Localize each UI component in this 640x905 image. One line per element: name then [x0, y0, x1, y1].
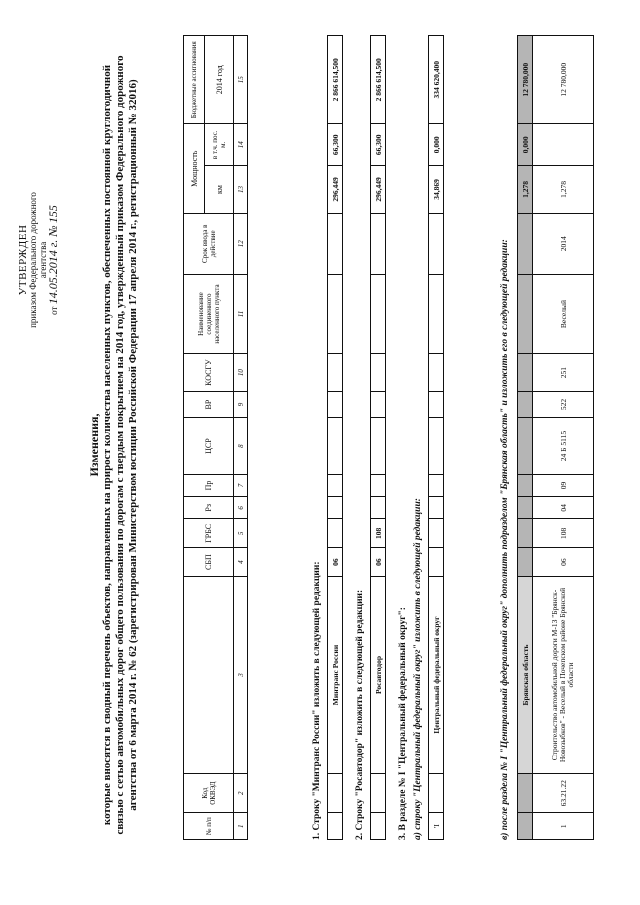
row-settlement: Веселый [533, 274, 594, 354]
row-sbp: 06 [533, 548, 594, 577]
row-sbp: 06 [371, 548, 386, 577]
row-incl: 66,300 [328, 124, 343, 166]
table-row [328, 36, 343, 840]
header-table [183, 35, 248, 840]
col-n: № п/п [184, 813, 234, 840]
row-csr: 24 Б 5115 [533, 418, 594, 474]
row-km: 296,449 [328, 166, 343, 214]
colnum: 7 [234, 474, 248, 496]
col-grbs: ГРБС [184, 519, 234, 548]
colnum: 2 [234, 774, 248, 813]
colnum: 5 [234, 519, 248, 548]
col-vr: ВР [184, 391, 234, 418]
col-csr: ЦСР [184, 418, 234, 474]
approval-date-prefix: от [49, 306, 59, 315]
row-km: 34,869 [429, 166, 444, 214]
col-kosgu: КОСГУ [184, 354, 234, 391]
approval-title: УТВЕРЖДЕН [17, 224, 29, 296]
colnum: 3 [234, 577, 248, 774]
table-row [518, 36, 533, 840]
section-1-label: 1. Строку "Минтранс России" изложить в следующей редакции: [312, 561, 322, 840]
column-numbers-row [234, 36, 248, 840]
heading-title: Изменения, [87, 413, 101, 477]
colnum: 1 [234, 813, 248, 840]
approval-line1: приказом Федерального дорожного [28, 192, 38, 328]
colnum: 10 [234, 354, 248, 391]
approval-stamp [18, 175, 59, 345]
col-budget: Бюджетные ассигнования [184, 36, 205, 125]
bryansk-table [517, 35, 594, 840]
col-capacity: Мощность [184, 124, 205, 213]
mintrans-table [327, 35, 343, 840]
cfo-table [428, 35, 444, 840]
row-n: 'I [429, 813, 444, 840]
rosavtodor-table [370, 35, 386, 840]
row-km: 1,278 [518, 166, 533, 214]
col-name [184, 577, 234, 774]
col-term: Срок ввода в действие [184, 213, 234, 274]
col-pr: Пр [184, 474, 234, 496]
row-n: 1 [533, 813, 594, 840]
row-budget: 2 866 614,500 [328, 36, 343, 125]
row-name: Строительство автомобильной дороги М-13 "Брянск-Новозыбков" - Веселый в Почепском районе Брянской области [533, 577, 594, 774]
col-year: 2014 год [205, 36, 234, 125]
row-sbp: 06 [328, 548, 343, 577]
row-name: Брянская область [518, 577, 533, 774]
section-2-label: 2. Строку "Росавтодор" изложить в следующей редакции: [355, 589, 365, 840]
row-incl: 0,000 [429, 124, 444, 166]
row-budget: 12 780,000 [518, 36, 533, 125]
colnum: 13 [234, 166, 248, 214]
colnum: 6 [234, 497, 248, 519]
row-rz: 04 [533, 497, 594, 519]
approval-date: 14.05.2014 г. № [46, 225, 60, 305]
row-budget: 12 780,000 [533, 36, 594, 125]
row-incl: 0,000 [518, 124, 533, 166]
approval-number: 155 [46, 205, 60, 224]
row-km: 296,449 [371, 166, 386, 214]
row-name: Минтранс России [328, 577, 343, 774]
col-rz: Рз [184, 497, 234, 519]
heading-text: которые вносятся в сводный перечень объектов, направленных на прирост количества населенных пунктов, обеспеченных постоянной круглогодичной связью с сетью автомобильных дорог общего пользования по дорогам с твердым покрытием на 2014 год, утвержденный приказом Федерального дорожного агентства от 6 марта 2014 г. № 62 (зарегистрирован Министерством юстиции Российской Федерации 17 апреля 2014 г., регистрационный № 32016) [101, 55, 139, 835]
col-settlement: Наименование соединенного населенного пункта [184, 274, 234, 354]
col-okved: Код ОКВЭД [184, 774, 234, 813]
section-3-label: 3. В разделе № I "Центральный федеральный округ": [398, 607, 408, 840]
document-heading [88, 55, 140, 835]
row-km: 1,278 [533, 166, 594, 214]
row-vr: 522 [533, 391, 594, 418]
colnum: 11 [234, 274, 248, 354]
colnum: 15 [234, 36, 248, 125]
colnum: 12 [234, 213, 248, 274]
colnum: 14 [234, 124, 248, 166]
row-budget: 334 620,400 [429, 36, 444, 125]
row-pr: 09 [533, 474, 594, 496]
table-row [429, 36, 444, 840]
section-3a-label: а) строку "Центральный федеральный округ" изложить в следующей редакции: [413, 498, 423, 840]
row-incl: 66,300 [371, 124, 386, 166]
row-grbs: 108 [533, 519, 594, 548]
colnum: 8 [234, 418, 248, 474]
row-term: 2014 [533, 213, 594, 274]
colnum: 9 [234, 391, 248, 418]
row-budget: 2 866 614,500 [371, 36, 386, 125]
colnum: 4 [234, 548, 248, 577]
section-3b-label: в) после раздела № I "Центральный федеральный округ" дополнить подразделом "Брянская область" и изложить его в следующей редакции: [500, 239, 510, 840]
col-sbp: СБП [184, 548, 234, 577]
approval-line2: агентства [38, 241, 48, 279]
table-row [533, 36, 594, 840]
col-km: км [205, 166, 234, 214]
col-incl: в т.ч. пос. м. [205, 124, 234, 166]
row-kosgu: 251 [533, 354, 594, 391]
row-name: Росавтодор [371, 577, 386, 774]
table-row [371, 36, 386, 840]
row-okved: 63.21.22 [533, 774, 594, 813]
row-grbs: 108 [371, 519, 386, 548]
row-name: Центральный федеральный округ [429, 577, 444, 774]
